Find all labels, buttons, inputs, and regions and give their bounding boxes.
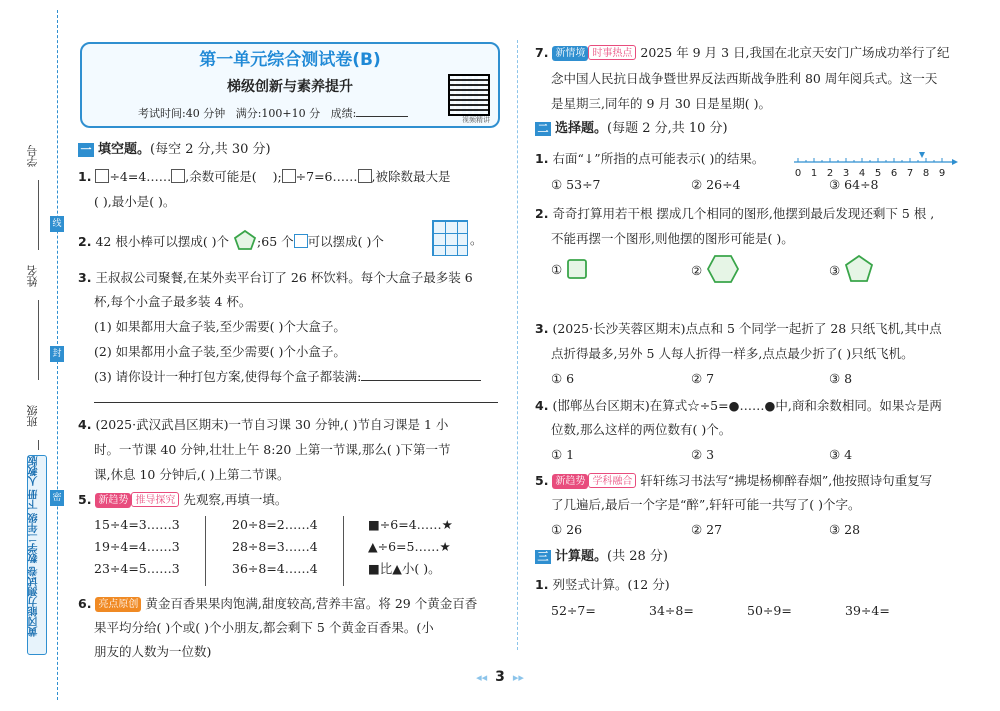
student-id-label: 学号 bbox=[26, 145, 39, 167]
q2-text-c: 可以摆成( )个 bbox=[307, 234, 384, 249]
question-4-line3: 课,休息 10 分钟后,( )上第二节课。 bbox=[94, 467, 290, 482]
question-6-line2: 果平均分给( )个或( )个小朋友,都会剩下 5 个黄金百香果。(小 bbox=[94, 620, 434, 635]
next-arrow-icon[interactable]: ▸▸ bbox=[512, 671, 524, 684]
q1-text-e: ,被除数最大是 bbox=[371, 169, 451, 184]
q3-text: 王叔叔公司聚餐,在某外卖平台订了 26 杯饮料。每个大盒子最多装 6 bbox=[95, 270, 473, 285]
equation: 23÷4=5……3 bbox=[94, 561, 180, 576]
option-c[interactable]: ③ 4 bbox=[829, 447, 853, 462]
choice-4-line1 bbox=[535, 395, 942, 417]
section-title: 填空题。 bbox=[98, 142, 151, 157]
section-number-icon: 一 bbox=[78, 143, 94, 157]
trend-tag: 新趋势 bbox=[95, 493, 131, 508]
original-tag: 亮点原创 bbox=[95, 597, 141, 612]
section-note: (每题 2 分,共 10 分) bbox=[607, 121, 728, 136]
choice-2-line1 bbox=[535, 203, 934, 225]
question-1-line2: ( ),最小是( )。 bbox=[94, 194, 176, 209]
number-line-label: 9 bbox=[938, 168, 946, 179]
section-multiple-choice bbox=[535, 120, 728, 138]
section-note: (共 28 分) bbox=[607, 549, 668, 564]
option-a-label: ① bbox=[551, 262, 563, 277]
time-label: 考试时间:40 分钟 bbox=[138, 107, 226, 120]
q5-column-2 bbox=[232, 514, 318, 580]
equation: 15÷4=3……3 bbox=[94, 517, 180, 532]
option-a[interactable]: ① 26 bbox=[551, 522, 583, 537]
section-fill-blank bbox=[78, 141, 271, 159]
option-c[interactable] bbox=[829, 254, 874, 284]
test-info bbox=[138, 106, 408, 122]
question-number: 2. bbox=[535, 206, 549, 221]
option-a[interactable] bbox=[551, 258, 588, 281]
question-number: 1. bbox=[78, 169, 92, 184]
question-7-line3: 是星期三,同年的 9 月 30 日是星期( )。 bbox=[551, 96, 771, 111]
column-separator bbox=[343, 516, 344, 586]
section-title: 计算题。 bbox=[555, 549, 608, 564]
calc-item: 52÷7= bbox=[551, 603, 596, 618]
question-number: 2. bbox=[78, 234, 92, 249]
book-title: 黄冈能力测试卷 数学二年级 下册 人教版 bbox=[29, 456, 40, 637]
question-number: 3. bbox=[78, 270, 92, 285]
option-b[interactable]: ② 27 bbox=[691, 522, 723, 537]
answer-line[interactable] bbox=[94, 391, 498, 403]
equation: 36÷8=4……4 bbox=[232, 561, 318, 576]
section-note: (每空 2 分,共 30 分) bbox=[150, 142, 271, 157]
number-line-label: 8 bbox=[922, 168, 930, 179]
q1-text-a: ÷4=4…… bbox=[109, 169, 172, 184]
section-number-icon: 二 bbox=[535, 122, 551, 136]
section-number-icon: 三 bbox=[535, 550, 551, 564]
q2-text-b: ;65 个 bbox=[257, 234, 294, 249]
question-3-sub2: (2) 如果都用小盒子装,至少需要( )个小盒子。 bbox=[94, 344, 346, 359]
option-a[interactable]: ① 1 bbox=[551, 447, 575, 462]
c4-text: (邯郸丛台区期末)在算式☆÷5=●……●中,商和余数相同。如果☆是两 bbox=[552, 398, 942, 413]
class-label: 班级 bbox=[26, 405, 39, 427]
result-label: 成绩: bbox=[330, 107, 357, 120]
answer-box[interactable] bbox=[282, 169, 296, 183]
q1-text-b: ,余数可能是( bbox=[185, 169, 257, 184]
number-line-label: 4 bbox=[858, 168, 866, 179]
option-c[interactable]: ③ 64÷8 bbox=[829, 177, 879, 192]
book-title-badge bbox=[27, 455, 47, 655]
q5-column-3 bbox=[368, 514, 453, 580]
number-line-label: 0 bbox=[794, 168, 802, 179]
option-b[interactable]: ② 26÷4 bbox=[691, 177, 741, 192]
number-line-label: 5 bbox=[874, 168, 882, 179]
name-line bbox=[38, 300, 39, 380]
calc-item: 50÷9= bbox=[747, 603, 792, 618]
seal-seal: 封 bbox=[50, 346, 64, 362]
question-number: 3. bbox=[535, 321, 549, 336]
calc-1 bbox=[535, 574, 670, 596]
class-line bbox=[38, 440, 39, 450]
q6-text: 黄金百香果果肉饱满,甜度较高,营养丰富。将 29 个黄金百香 bbox=[145, 596, 478, 611]
answer-line-2 bbox=[94, 388, 498, 410]
binding-sidebar bbox=[0, 0, 70, 711]
choice-5-line1 bbox=[535, 470, 932, 492]
question-4-line1 bbox=[78, 414, 448, 436]
page-number: 3 bbox=[495, 669, 505, 685]
equation: ▲÷6=5……★ bbox=[368, 539, 451, 554]
c2-options bbox=[551, 258, 951, 288]
q1-text-c: ); bbox=[272, 169, 282, 184]
context-tag: 新情境 bbox=[552, 46, 588, 61]
result-blank[interactable] bbox=[356, 106, 408, 117]
question-7-line1 bbox=[535, 42, 949, 64]
answer-box[interactable] bbox=[358, 169, 372, 183]
option-c-label: ③ bbox=[829, 263, 841, 278]
question-3-sub1: (1) 如果都用大盒子装,至少需要( )个大盒子。 bbox=[94, 319, 346, 334]
score-label: 满分:100+10 分 bbox=[235, 107, 321, 120]
option-b-label: ② bbox=[691, 263, 703, 278]
number-line-label: 7 bbox=[906, 168, 914, 179]
question-number: 1. bbox=[535, 151, 549, 166]
question-number: 5. bbox=[78, 492, 92, 507]
answer-box[interactable] bbox=[171, 169, 185, 183]
question-7-line2: 念中国人民抗日战争暨世界反法西斯战争胜利 80 周年阅兵式。这一天 bbox=[551, 71, 938, 86]
choice-1 bbox=[535, 148, 764, 170]
qr-label: 视频精讲 bbox=[462, 116, 490, 124]
pentagon-icon bbox=[233, 229, 257, 251]
question-4-line2: 时。一节课 40 分钟,壮壮上午 8:20 上第一节课,那么( )下第一节 bbox=[94, 442, 451, 457]
option-b[interactable]: ② 7 bbox=[691, 371, 715, 386]
test-subtitle: 梯级创新与素养提升 bbox=[227, 79, 353, 95]
option-c[interactable]: ③ 8 bbox=[829, 371, 853, 386]
question-number: 4. bbox=[535, 398, 549, 413]
calc-item: 34÷8= bbox=[649, 603, 694, 618]
pointer-arrow-icon bbox=[919, 152, 925, 158]
square-icon bbox=[294, 234, 308, 248]
q7-text: 2025 年 9 月 3 日,我国在北京天安门广场成功举行了纪 bbox=[640, 45, 950, 60]
pentagon-icon bbox=[844, 254, 874, 284]
question-6-line1 bbox=[78, 593, 477, 615]
q3-s3-text: (3) 请你设计一种打包方案,使得每个盒子都装满: bbox=[94, 369, 362, 384]
option-a[interactable]: ① 6 bbox=[551, 371, 575, 386]
question-number: 4. bbox=[78, 417, 92, 432]
q2-end: 。 bbox=[470, 232, 483, 247]
question-number: 6. bbox=[78, 596, 92, 611]
square-shape-icon bbox=[566, 258, 588, 280]
equation: ■÷6=4……★ bbox=[368, 517, 453, 532]
question-3-line2: 杯,每个小盒子最多装 4 杯。 bbox=[94, 294, 252, 309]
section-calculation bbox=[535, 548, 668, 566]
news-tag: 时事热点 bbox=[588, 45, 636, 60]
number-line-label: 2 bbox=[826, 168, 834, 179]
number-line-label: 3 bbox=[842, 168, 850, 179]
option-b[interactable]: ② 3 bbox=[691, 447, 715, 462]
choice-2-line2: 不能再摆一个图形,则他摆的图形可能是( )。 bbox=[551, 231, 794, 246]
number-line-label: 6 bbox=[890, 168, 898, 179]
explore-tag: 推导探究 bbox=[131, 492, 179, 507]
answer-box[interactable] bbox=[95, 169, 109, 183]
question-1 bbox=[78, 166, 451, 188]
calc-item: 39÷4= bbox=[845, 603, 890, 618]
answer-line[interactable] bbox=[361, 369, 481, 381]
q4-text: (2025·武汉武昌区期末)一节自习课 30 分钟,( )节自习课是 1 小 bbox=[95, 417, 449, 432]
q1-text-d: ÷7=6…… bbox=[295, 169, 358, 184]
c5-text: 轩轩练习书法写“拂堤杨柳醉春烟”,他按照诗句重复写 bbox=[640, 473, 933, 488]
test-header bbox=[80, 42, 500, 128]
column-divider bbox=[517, 40, 518, 650]
grid-figure-icon bbox=[432, 220, 468, 256]
equation: 19÷4=4……3 bbox=[94, 539, 180, 554]
q2-text-a: 42 根小棒可以摆成( )个 bbox=[95, 234, 230, 249]
hexagon-icon bbox=[706, 254, 740, 284]
option-b[interactable] bbox=[691, 254, 740, 284]
seal-secret: 密 bbox=[50, 490, 64, 506]
question-3-line1 bbox=[78, 267, 473, 289]
qr-code-icon[interactable] bbox=[448, 74, 490, 116]
equation: 28÷8=3……4 bbox=[232, 539, 318, 554]
choice-3-line2-text: 点折得最多,另外 5 人每人折得一样多,点点最少折了( )只纸飞机。 bbox=[551, 346, 914, 361]
question-number: 7. bbox=[535, 45, 549, 60]
subject-tag: 学科融合 bbox=[588, 473, 636, 488]
q5-column-1 bbox=[94, 514, 180, 580]
q5-text: 先观察,再填一填。 bbox=[183, 492, 288, 507]
k1-text: 列竖式计算。(12 分) bbox=[552, 577, 670, 592]
question-6-line3: 朋友的人数为一位数) bbox=[94, 644, 212, 659]
test-title: 第一单元综合测试卷(B) bbox=[199, 50, 381, 70]
trend-tag: 新趋势 bbox=[552, 474, 588, 489]
name-label: 姓名 bbox=[26, 265, 39, 287]
c3-text: (2025·长沙芙蓉区期末)点点和 5 个同学一起折了 28 只纸飞机,其中点 bbox=[552, 321, 942, 336]
equation: ■比▲小( )。 bbox=[368, 561, 441, 576]
option-c[interactable]: ③ 28 bbox=[829, 522, 861, 537]
section-title: 选择题。 bbox=[555, 121, 608, 136]
choice-5-line2: 了几遍后,最后一个字是“醉”,轩轩可能一共写了( )个字。 bbox=[551, 497, 861, 512]
choice-3-line1 bbox=[535, 318, 942, 340]
prev-arrow-icon[interactable]: ◂◂ bbox=[476, 671, 488, 684]
question-5 bbox=[78, 489, 287, 511]
column-separator bbox=[205, 516, 206, 586]
number-line-label: 1 bbox=[810, 168, 818, 179]
c2-text: 奇奇打算用若干根 摆成几个相同的图形,他摆到最后发现还剩下 5 根 , bbox=[552, 206, 935, 221]
question-number: 1. bbox=[535, 577, 549, 592]
option-a[interactable]: ① 53÷7 bbox=[551, 177, 601, 192]
question-number: 5. bbox=[535, 473, 549, 488]
equation: 20÷8=2……4 bbox=[232, 517, 318, 532]
student-id-line bbox=[38, 180, 39, 250]
question-3-sub3 bbox=[94, 366, 481, 388]
seal-line: 线 bbox=[50, 216, 64, 232]
page-footer bbox=[0, 668, 1000, 687]
c1-text: 右面“↓”所指的点可能表示( )的结果。 bbox=[552, 151, 765, 166]
question-2 bbox=[78, 229, 384, 253]
choice-4-line2: 位数,那么这样的两位数有( )个。 bbox=[551, 422, 732, 437]
